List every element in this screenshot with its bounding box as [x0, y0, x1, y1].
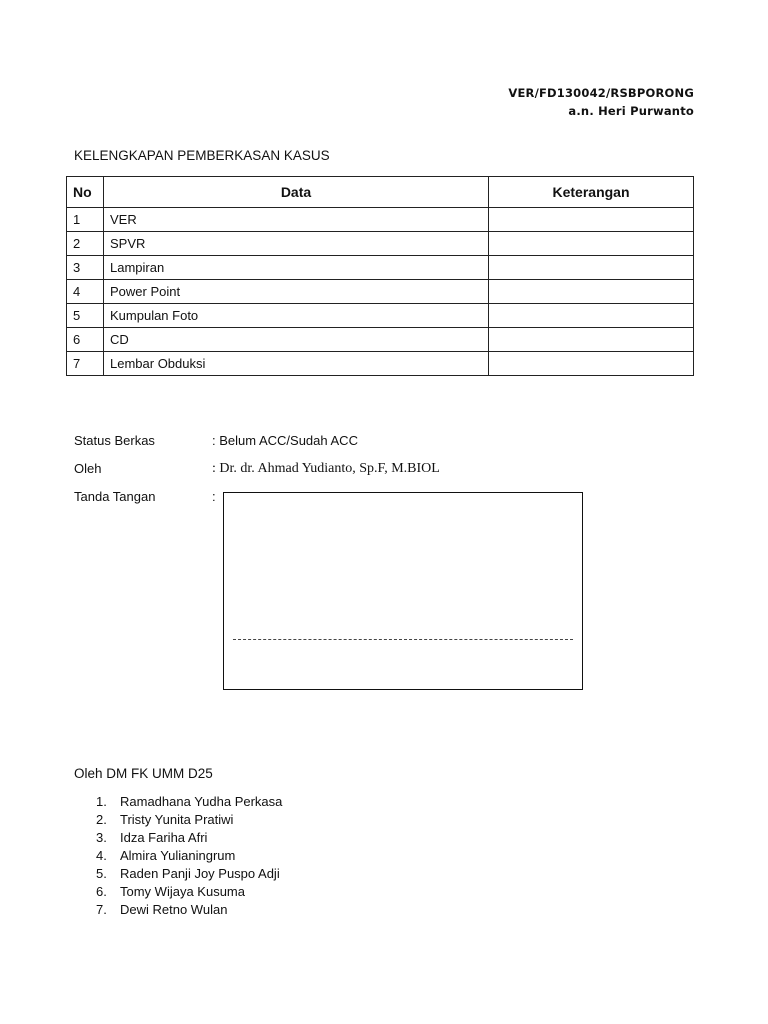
list-item-number: 3. [96, 830, 107, 845]
row-data: SPVR [104, 232, 489, 256]
reference-name: a.n. Heri Purwanto [568, 104, 694, 118]
table-row [67, 304, 694, 328]
row-keterangan [489, 280, 694, 304]
status-label: Status Berkas [74, 433, 155, 448]
team-title: Oleh DM FK UMM D25 [74, 766, 213, 781]
list-item-number: 5. [96, 866, 107, 881]
row-no: 5 [67, 304, 104, 328]
signature-box[interactable] [223, 492, 583, 690]
oleh-value: : Dr. dr. Ahmad Yudianto, Sp.F, M.BIOL [212, 461, 440, 476]
table-row [67, 256, 694, 280]
list-item-number: 7. [96, 902, 107, 917]
row-no: 6 [67, 328, 104, 352]
row-keterangan [489, 232, 694, 256]
table-row [67, 208, 694, 232]
row-no: 1 [67, 208, 104, 232]
list-item [74, 901, 282, 919]
list-item-number: 1. [96, 794, 107, 809]
row-keterangan [489, 208, 694, 232]
list-item [74, 847, 282, 865]
list-item [74, 793, 282, 811]
header-no: No [67, 177, 104, 208]
list-item-name: Almira Yulianingrum [120, 848, 236, 863]
list-item [74, 811, 282, 829]
row-data: Power Point [104, 280, 489, 304]
row-data: Lampiran [104, 256, 489, 280]
row-data: Lembar Obduksi [104, 352, 489, 376]
list-item-number: 6. [96, 884, 107, 899]
row-keterangan [489, 352, 694, 376]
list-item-number: 2. [96, 812, 107, 827]
list-item-name: Dewi Retno Wulan [120, 902, 228, 917]
table-row [67, 232, 694, 256]
row-keterangan [489, 328, 694, 352]
row-no: 3 [67, 256, 104, 280]
status-value: : Belum ACC/Sudah ACC [212, 433, 358, 448]
documents-table [66, 176, 694, 376]
reference-code: VER/FD130042/RSBPORONG [508, 86, 694, 100]
list-item-number: 4. [96, 848, 107, 863]
row-no: 4 [67, 280, 104, 304]
row-data: Kumpulan Foto [104, 304, 489, 328]
header-data: Data [104, 177, 489, 208]
header-keterangan: Keterangan [489, 177, 694, 208]
table-row [67, 352, 694, 376]
list-item [74, 883, 282, 901]
table-row [67, 280, 694, 304]
signature-colon: : [212, 489, 216, 504]
list-item-name: Raden Panji Joy Puspo Adji [120, 866, 280, 881]
row-no: 7 [67, 352, 104, 376]
list-item-name: Idza Fariha Afri [120, 830, 208, 845]
row-data: CD [104, 328, 489, 352]
oleh-label: Oleh [74, 461, 102, 476]
signature-label: Tanda Tangan [74, 489, 156, 504]
list-item-name: Tristy Yunita Pratiwi [120, 812, 234, 827]
row-data: VER [104, 208, 489, 232]
table-row [67, 328, 694, 352]
signature-dashed-line [233, 639, 573, 640]
team-list [74, 793, 282, 919]
list-item [74, 865, 282, 883]
list-item-name: Tomy Wijaya Kusuma [120, 884, 245, 899]
list-item-name: Ramadhana Yudha Perkasa [120, 794, 283, 809]
list-item [74, 829, 282, 847]
table-header-row [67, 177, 694, 208]
row-no: 2 [67, 232, 104, 256]
row-keterangan [489, 256, 694, 280]
row-keterangan [489, 304, 694, 328]
form-title: KELENGKAPAN PEMBERKASAN KASUS [74, 148, 330, 163]
